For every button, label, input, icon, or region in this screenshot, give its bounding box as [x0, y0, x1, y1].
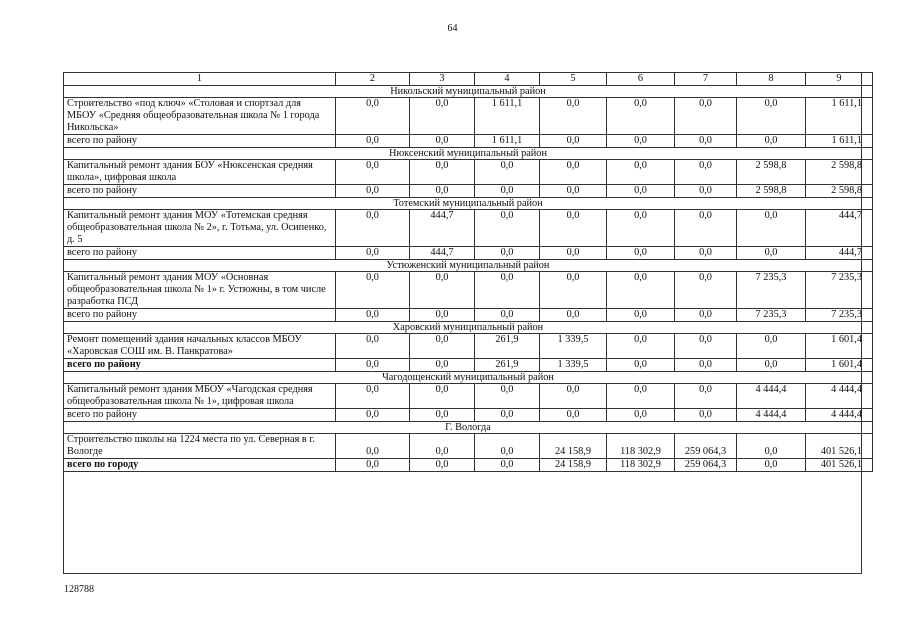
value-cell-col-8: 0,0 [737, 434, 806, 459]
value-cell-col-6: 118 302,9 [607, 434, 675, 459]
value-cell-col-3: 0,0 [410, 272, 475, 309]
value-cell-col-4: 0,0 [475, 384, 540, 409]
value-cell-col-9: 4 444,4 [806, 409, 873, 422]
value-cell-col-2: 0,0 [336, 384, 410, 409]
column-header-9: 9 [806, 73, 873, 86]
value-cell-col-8: 0,0 [737, 359, 806, 372]
value-cell-col-4: 261,9 [475, 334, 540, 359]
value-cell-col-7: 0,0 [675, 359, 737, 372]
value-cell-col-7: 0,0 [675, 135, 737, 148]
value-cell-col-2: 0,0 [336, 160, 410, 185]
value-cell-col-5: 1 339,5 [540, 359, 607, 372]
value-cell-col-8: 4 444,4 [737, 409, 806, 422]
value-cell-col-4: 0,0 [475, 434, 540, 459]
value-cell-col-9: 401 526,1 [806, 459, 873, 472]
value-cell-col-4: 0,0 [475, 309, 540, 322]
value-cell-col-8: 0,0 [737, 459, 806, 472]
total-row [64, 459, 873, 472]
total-label: всего по району [64, 185, 336, 198]
item-row [64, 272, 873, 309]
section-row [64, 198, 873, 210]
value-cell-col-2: 0,0 [336, 434, 410, 459]
value-cell-col-2: 0,0 [336, 409, 410, 422]
value-cell-col-3: 444,7 [410, 210, 475, 247]
value-cell-col-8: 0,0 [737, 210, 806, 247]
value-cell-col-3: 0,0 [410, 359, 475, 372]
value-cell-col-5: 24 158,9 [540, 459, 607, 472]
value-cell-col-7: 0,0 [675, 409, 737, 422]
item-description: Капитальный ремонт здания МОУ «Основная общеобразовательная школа № 1» г. Устюжны, в том числе разработка ПСД [64, 272, 336, 309]
column-header-5: 5 [540, 73, 607, 86]
section-title: Тотемский муниципальный район [64, 198, 873, 210]
value-cell-col-9: 1 611,1 [806, 135, 873, 148]
value-cell-col-2: 0,0 [336, 98, 410, 135]
total-label: всего по району [64, 409, 336, 422]
value-cell-col-8: 7 235,3 [737, 272, 806, 309]
value-cell-col-6: 0,0 [607, 334, 675, 359]
value-cell-col-3: 0,0 [410, 135, 475, 148]
value-cell-col-5: 0,0 [540, 160, 607, 185]
value-cell-col-3: 0,0 [410, 409, 475, 422]
section-row [64, 148, 873, 160]
value-cell-col-5: 0,0 [540, 409, 607, 422]
value-cell-col-2: 0,0 [336, 359, 410, 372]
value-cell-col-5: 0,0 [540, 135, 607, 148]
value-cell-col-6: 0,0 [607, 359, 675, 372]
value-cell-col-7: 0,0 [675, 272, 737, 309]
item-description: Капитальный ремонт здания МОУ «Тотемская средняя общеобразовательная школа № 2», г. Тотьма, ул. Осипенко, д. 5 [64, 210, 336, 247]
value-cell-col-7: 0,0 [675, 384, 737, 409]
item-row [64, 334, 873, 359]
item-description: Капитальный ремонт здания БОУ «Нюксенская средняя школа», цифровая школа [64, 160, 336, 185]
column-header-1: 1 [64, 73, 336, 86]
value-cell-col-8: 2 598,8 [737, 185, 806, 198]
section-title: Харовский муниципальный район [64, 322, 873, 334]
value-cell-col-8: 7 235,3 [737, 309, 806, 322]
table-body [64, 86, 873, 472]
value-cell-col-3: 0,0 [410, 160, 475, 185]
value-cell-col-8: 0,0 [737, 135, 806, 148]
value-cell-col-4: 1 611,1 [475, 135, 540, 148]
value-cell-col-7: 0,0 [675, 247, 737, 260]
value-cell-col-9: 7 235,3 [806, 272, 873, 309]
value-cell-col-5: 0,0 [540, 309, 607, 322]
value-cell-col-6: 0,0 [607, 210, 675, 247]
total-label: всего по городу [64, 459, 336, 472]
value-cell-col-3: 0,0 [410, 384, 475, 409]
value-cell-col-6: 0,0 [607, 272, 675, 309]
value-cell-col-8: 0,0 [737, 334, 806, 359]
value-cell-col-7: 259 064,3 [675, 459, 737, 472]
item-row [64, 384, 873, 409]
value-cell-col-4: 0,0 [475, 247, 540, 260]
total-label: всего по району [64, 309, 336, 322]
value-cell-col-2: 0,0 [336, 135, 410, 148]
value-cell-col-6: 118 302,9 [607, 459, 675, 472]
value-cell-col-6: 0,0 [607, 309, 675, 322]
value-cell-col-8: 2 598,8 [737, 160, 806, 185]
value-cell-col-9: 1 611,1 [806, 98, 873, 135]
value-cell-col-9: 1 601,4 [806, 334, 873, 359]
section-row [64, 372, 873, 384]
total-label: всего по району [64, 135, 336, 148]
column-number-row [64, 73, 873, 86]
column-header-8: 8 [737, 73, 806, 86]
value-cell-col-7: 0,0 [675, 98, 737, 135]
value-cell-col-7: 0,0 [675, 185, 737, 198]
value-cell-col-8: 0,0 [737, 247, 806, 260]
page-number: 64 [447, 23, 458, 34]
value-cell-col-6: 0,0 [607, 98, 675, 135]
value-cell-col-9: 7 235,3 [806, 309, 873, 322]
value-cell-col-4: 0,0 [475, 160, 540, 185]
value-cell-col-6: 0,0 [607, 135, 675, 148]
value-cell-col-4: 0,0 [475, 185, 540, 198]
value-cell-col-2: 0,0 [336, 210, 410, 247]
value-cell-col-2: 0,0 [336, 309, 410, 322]
value-cell-col-2: 0,0 [336, 272, 410, 309]
value-cell-col-6: 0,0 [607, 247, 675, 260]
value-cell-col-5: 0,0 [540, 98, 607, 135]
value-cell-col-5: 0,0 [540, 210, 607, 247]
total-row [64, 185, 873, 198]
value-cell-col-7: 0,0 [675, 334, 737, 359]
value-cell-col-3: 0,0 [410, 185, 475, 198]
value-cell-col-4: 261,9 [475, 359, 540, 372]
value-cell-col-2: 0,0 [336, 185, 410, 198]
value-cell-col-5: 0,0 [540, 272, 607, 309]
value-cell-col-7: 0,0 [675, 309, 737, 322]
item-description: Строительство школы на 1224 места по ул. Северная в г. Вологде [64, 434, 336, 459]
item-description: Ремонт помещений здания начальных классов МБОУ «Харовская СОШ им. В. Панкратова» [64, 334, 336, 359]
value-cell-col-9: 444,7 [806, 247, 873, 260]
value-cell-col-4: 0,0 [475, 409, 540, 422]
value-cell-col-3: 0,0 [410, 434, 475, 459]
value-cell-col-7: 0,0 [675, 160, 737, 185]
section-title: Г. Вологда [64, 422, 873, 434]
value-cell-col-5: 0,0 [540, 384, 607, 409]
value-cell-col-2: 0,0 [336, 459, 410, 472]
section-row [64, 422, 873, 434]
value-cell-col-4: 0,0 [475, 210, 540, 247]
value-cell-col-3: 0,0 [410, 98, 475, 135]
total-row [64, 359, 873, 372]
value-cell-col-9: 444,7 [806, 210, 873, 247]
value-cell-col-5: 0,0 [540, 185, 607, 198]
section-title: Нюксенский муниципальный район [64, 148, 873, 160]
value-cell-col-9: 401 526,1 [806, 434, 873, 459]
section-title: Никольский муниципальный район [64, 86, 873, 98]
total-label: всего по району [64, 359, 336, 372]
value-cell-col-4: 0,0 [475, 272, 540, 309]
value-cell-col-6: 0,0 [607, 185, 675, 198]
value-cell-col-8: 0,0 [737, 98, 806, 135]
value-cell-col-6: 0,0 [607, 409, 675, 422]
section-row [64, 260, 873, 272]
item-description: Капитальный ремонт здания МБОУ «Чагодская средняя общеобразовательная школа № 1», цифровая школа [64, 384, 336, 409]
value-cell-col-3: 0,0 [410, 334, 475, 359]
value-cell-col-4: 0,0 [475, 459, 540, 472]
item-row [64, 98, 873, 135]
value-cell-col-9: 2 598,8 [806, 185, 873, 198]
section-row [64, 86, 873, 98]
value-cell-col-6: 0,0 [607, 160, 675, 185]
item-row [64, 210, 873, 247]
column-header-6: 6 [607, 73, 675, 86]
value-cell-col-5: 24 158,9 [540, 434, 607, 459]
value-cell-col-3: 0,0 [410, 309, 475, 322]
value-cell-col-9: 2 598,8 [806, 160, 873, 185]
total-row [64, 135, 873, 148]
value-cell-col-9: 4 444,4 [806, 384, 873, 409]
total-row [64, 409, 873, 422]
item-row [64, 434, 873, 459]
item-description: Строительство «под ключ» «Столовая и спортзал для МБОУ «Средняя общеобразовательная школа № 1 города Никольска» [64, 98, 336, 135]
value-cell-col-2: 0,0 [336, 247, 410, 260]
value-cell-col-4: 1 611,1 [475, 98, 540, 135]
section-title: Чагодощенский муниципальный район [64, 372, 873, 384]
value-cell-col-3: 444,7 [410, 247, 475, 260]
value-cell-col-5: 0,0 [540, 247, 607, 260]
value-cell-col-5: 1 339,5 [540, 334, 607, 359]
column-header-4: 4 [475, 73, 540, 86]
value-cell-col-7: 0,0 [675, 210, 737, 247]
item-row [64, 160, 873, 185]
document-code: 128788 [64, 584, 94, 595]
column-header-2: 2 [336, 73, 410, 86]
budget-table [63, 72, 873, 472]
total-label: всего по району [64, 247, 336, 260]
value-cell-col-8: 4 444,4 [737, 384, 806, 409]
total-row [64, 247, 873, 260]
column-header-7: 7 [675, 73, 737, 86]
value-cell-col-3: 0,0 [410, 459, 475, 472]
value-cell-col-9: 1 601,4 [806, 359, 873, 372]
value-cell-col-6: 0,0 [607, 384, 675, 409]
value-cell-col-2: 0,0 [336, 334, 410, 359]
column-header-3: 3 [410, 73, 475, 86]
section-row [64, 322, 873, 334]
total-row [64, 309, 873, 322]
section-title: Устюженский муниципальный район [64, 260, 873, 272]
value-cell-col-7: 259 064,3 [675, 434, 737, 459]
